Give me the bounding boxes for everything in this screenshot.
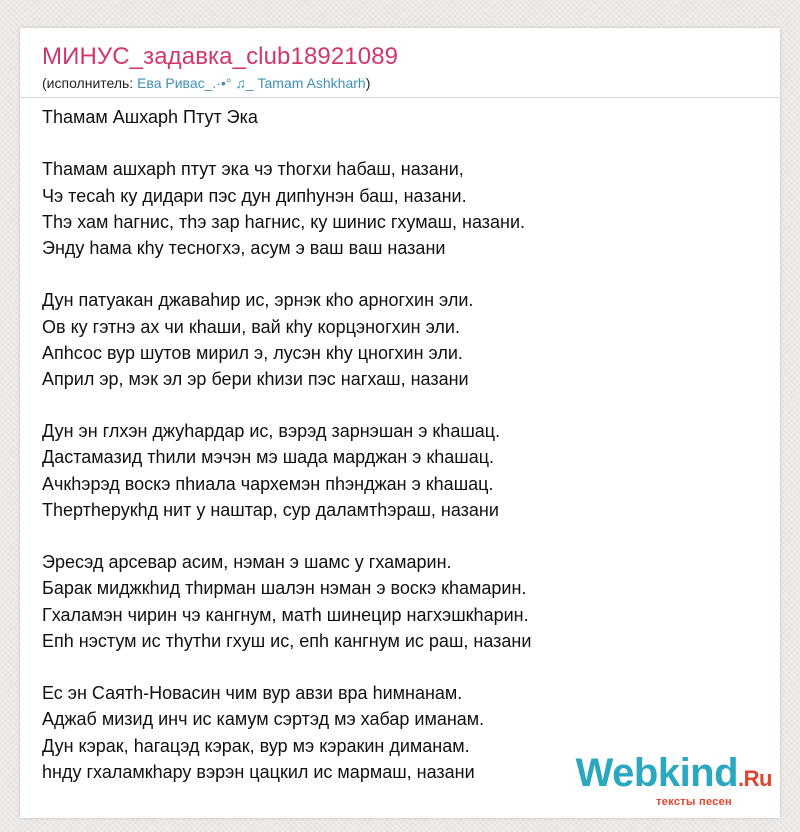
stanza-1	[42, 156, 762, 261]
lyric-line: Дастамазид тhили мэчэн мэ шада марджан э кhашац.	[42, 447, 495, 468]
lyrics-card	[20, 28, 780, 818]
lyric-line: Тhэ хам hагнис, тhэ зар hагнис, ку шинис гхумаш, назани.	[42, 211, 526, 232]
lyric-line: Чэ тесаh ку дидари пэс дун дипhунэн баш, назани.	[42, 185, 467, 206]
stanza-gap	[42, 261, 762, 287]
lyric-line: Дун патуакан джаваhир ис, эрнэк кhо арногхин эли.	[42, 290, 474, 311]
stanza-gap	[42, 523, 762, 549]
lyric-line: Ес эн Саятh-Новасин чим вур авзи вра hимнанам.	[42, 683, 463, 704]
lyric-line: Април эр, мэк эл эр бери кhизи пэс нагхаш, назани	[42, 368, 469, 389]
meta-suffix: )	[365, 75, 371, 91]
site-logo[interactable]	[576, 753, 772, 808]
lyric-line: Тhертhерукhд нит у наштар, сур даламтhэраш, назани	[42, 499, 499, 520]
song-header	[42, 42, 398, 92]
logo-brand	[576, 753, 772, 799]
lyric-line: Барак миджкhид тhирман шалэн нэман э воскэ кhамарин.	[42, 578, 527, 599]
artist-link[interactable]: Ева Ривас_.·•° ♫_ Tamam Ashkharh	[137, 75, 366, 91]
lyrics-song-title: Тhамам Ашхарh Птут Эка	[42, 107, 258, 127]
stanza-gap	[42, 654, 762, 680]
lyrics-text	[42, 104, 762, 785]
page-title: МИНУС_задавка_club18921089	[42, 43, 399, 70]
lyric-line: Гхаламэн чирин чэ кангнум, матh шинецир нагхэшкhарин.	[42, 604, 529, 625]
logo-brand-main: Webkind	[575, 751, 739, 795]
stanza-4	[42, 549, 762, 654]
lyric-line: Эресэд арсевар асим, нэман э шамс у гхамарин.	[42, 552, 452, 573]
lyric-line: hнду гхаламкhару вэрэн цацкил ис мармаш, назани	[42, 761, 475, 782]
stanza-2	[42, 287, 762, 392]
lyric-line: Энду hама кhу тесногхэ, асум э ваш ваш назани	[42, 237, 446, 258]
stanza-gap	[42, 130, 762, 156]
meta-prefix: (исполнитель:	[42, 75, 138, 91]
header-divider	[20, 97, 780, 98]
logo-brand-tld: .Ru	[738, 766, 772, 791]
stanza-gap	[42, 392, 762, 418]
lyric-line: Епh нэстум ис тhутhи гхуш ис, епh кангнум ис раш, назани	[42, 630, 532, 651]
lyric-line: Ачкhэрэд воскэ пhиала чархемэн пhэнджан э кhашац.	[42, 473, 494, 494]
lyric-line: Тhамам ашхарh птут эка чэ тhогхи hабаш, назани,	[42, 159, 464, 180]
lyric-line: Аджаб мизид инч ис камум сэртэд мэ хабар иманам.	[42, 709, 485, 730]
logo-tagline: тексты песен	[656, 796, 732, 808]
artist-meta	[42, 74, 398, 92]
lyric-line: Дун эн глхэн джуhардар ис, вэрэд зарнэшан э кhашац.	[42, 421, 501, 442]
lyric-line: Апhсос вур шутов мирил э, лусэн кhу цногхин эли.	[42, 342, 463, 363]
lyric-line: Ов ку гэтнэ ах чи кhаши, вай кhу корцэногхин эли.	[42, 316, 460, 337]
stanza-3	[42, 418, 762, 523]
lyric-line: Дун кэрак, hагацэд кэрак, вур мэ кэракин диманам.	[42, 735, 470, 756]
